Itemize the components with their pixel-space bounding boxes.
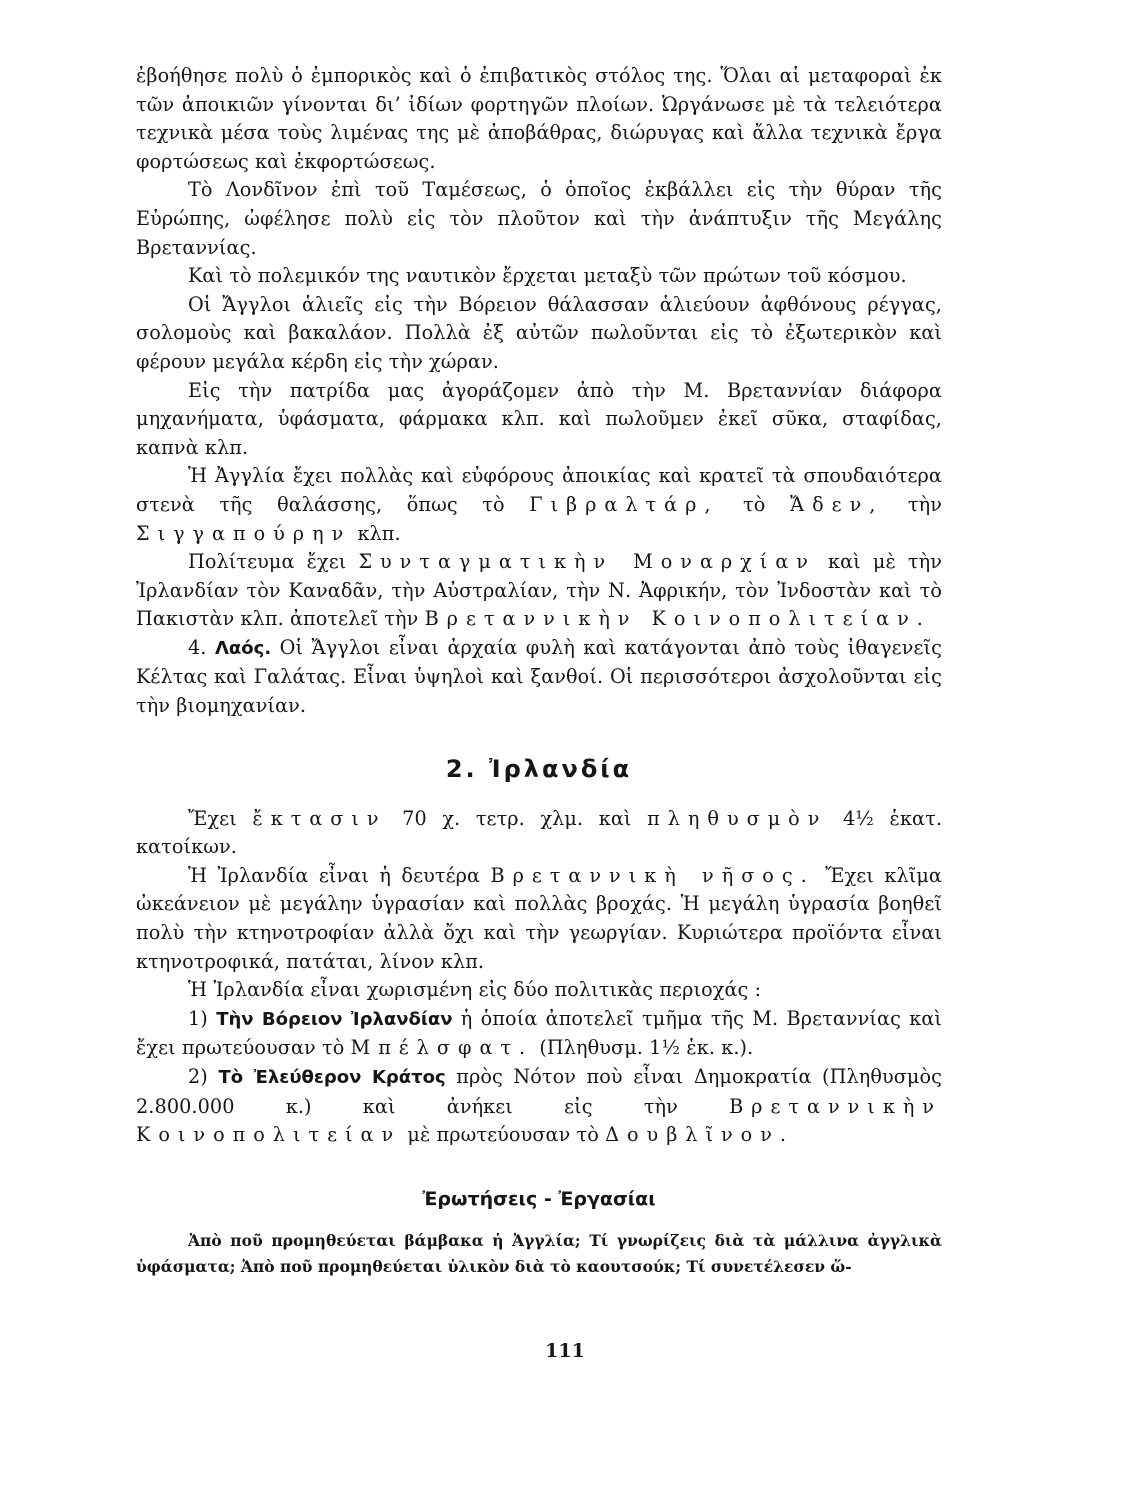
climate-text-b: Ἔχει κλῖμα ὠκεάνειον μὲ μεγάλην ὑγρασίαν καὶ πολλὰς βροχάς. Ἡ μεγάλη ὑγρασία βοηθεῖ πολὺ τὴν κτηνοτροφίαν ἀλλὰ ὄχι καὶ τὴν γεωργίαν. Κυριώτερα προϊόντα εἶναι κτηνοτροφικά, πατάται, λίνον κλπ. bbox=[136, 863, 942, 973]
island-term: Βρεταννικὴ νῆσος. bbox=[490, 863, 815, 887]
paragraph-people bbox=[136, 634, 942, 721]
list-item-free-state bbox=[136, 1063, 942, 1150]
colonies-text-d: κλπ. bbox=[357, 521, 401, 545]
paragraph-ireland-climate bbox=[136, 862, 942, 976]
climate-text-a: Ἡ Ἰρλανδία εἶναι ἡ δευτέρα bbox=[188, 863, 481, 887]
commonwealth-term: Βρεταννικὴν Κοινοπολιτείαν. bbox=[424, 607, 931, 631]
area-text-c: 4½ ἑκατ. κατοίκων. bbox=[136, 806, 943, 859]
list-item-northern-ireland bbox=[136, 1005, 942, 1063]
population-term: πληθυσμὸν bbox=[647, 806, 828, 830]
item2-text-b: μὲ πρωτεύουσαν τὸ bbox=[407, 1123, 599, 1147]
item2-number: 2) bbox=[188, 1065, 208, 1088]
questions-text: Ἀπὸ ποῦ προμηθεύεται βάμβακα ἡ Ἀγγλία; Τί γνωρίζεις διὰ τὰ μάλλινα ἀγγλικὰ ὑφάσματα; Ἀπὸ ποῦ προμηθεύεται ὑλικὸν διὰ τὸ καουτσούκ; Τί συνετέλεσεν ὥ- bbox=[136, 1230, 942, 1276]
page-number: 111 bbox=[545, 1340, 585, 1362]
polity-text-b: καὶ μὲ τὴν Ἰρλανδίαν τὸν Καναδᾶν, τὴν Αὐστραλίαν, τὴν Ν. Ἀφρικήν, τὸν Ἰνδοστὰν καὶ τὸ Πακιστὰν κλπ. ἀποτελεῖ τὴν bbox=[136, 550, 942, 631]
paragraph-colonies bbox=[136, 462, 942, 548]
colonies-text-a: Ἡ Ἀγγλία ἔχει πολλὰς καὶ εὐφόρους ἀποικίας καὶ κρατεῖ τὰ σπουδαιότερα στενὰ τῆς θαλάσσης, ὅπως τὸ bbox=[136, 464, 942, 516]
paragraph-trade: Εἰς τὴν πατρίδα μας ἀγοράζομεν ἀπὸ τὴν Μ. Βρεταννίαν διάφορα μηχανήματα, ὑφάσματα, φάρμακα κλπ. καὶ πωλοῦμεν ἐκεῖ σῦκα, σταφίδας, καπνὰ κλπ. bbox=[136, 378, 942, 459]
people-number: 4. bbox=[188, 635, 207, 659]
item2-text-a: πρὸς Νότον ποὺ εἶναι Δημοκρατία (Πληθυσμὸς 2.800.000 κ.) καὶ ἀνήκει εἰς τὴν bbox=[136, 1065, 942, 1118]
colonies-text-b: τὸ bbox=[743, 492, 766, 516]
paragraph-merchant-fleet: ἐβοήθησε πολὺ ὁ ἐμπορικὸς καὶ ὁ ἐπιβατικὸς στόλος της. Ὅλαι αἱ μεταφοραὶ ἐκ τῶν ἀποικιῶν γίνονται δι’ ἰδίων φορτηγῶν πλοίων. Ὠργάνωσε μὲ τὰ τελειότερα τεχνικὰ μέσα τοὺς λιμένας της μὲ ἀποβάθρας, διώρυγας καὶ ἄλλα τεχνικὰ ἔργα φορτώσεως καὶ ἐκφορτώσεως. bbox=[136, 64, 942, 173]
paragraph-polity bbox=[136, 548, 942, 634]
item1-label: Τὴν Βόρειον Ἰρλανδίαν bbox=[216, 1008, 453, 1030]
gibraltar-name: Γιβραλτάρ, bbox=[529, 492, 719, 516]
singapore-name: Σιγγαπούρην bbox=[136, 521, 352, 545]
section-heading-ireland: 2. Ἰρλανδία bbox=[445, 754, 633, 783]
monarchy-term: Συνταγματικὴν Μοναρχίαν bbox=[358, 550, 816, 574]
people-text: Οἱ Ἄγγλοι εἶναι ἀρχαία φυλὴ καὶ κατάγονται ἀπὸ τοὺς ἰθαγενεῖς Κέλτας καὶ Γαλάτας. Εἶναι ὑψηλοὶ καὶ ξανθοί. Οἱ περισσότεροι ἀσχολοῦνται εἰς τὴν βιομηχανίαν. bbox=[136, 635, 942, 718]
area-text-a: Ἔχει bbox=[188, 806, 237, 830]
paragraph-fishing: Οἱ Ἄγγλοι ἁλιεῖς εἰς τὴν Βόρειον θάλασσαν ἁλιεύουν ἀφθόνους ρέγγας, σολομοὺς καὶ βακαλάον. Πολλὰ ἐξ αὐτῶν πωλοῦνται εἰς τὸ ἐξωτερικὸν καὶ φέρουν μεγάλα κέρδη εἰς τὴν χώραν. bbox=[136, 292, 942, 373]
area-term: ἔκτασιν bbox=[252, 806, 387, 830]
colonies-text-c: τὴν bbox=[907, 492, 942, 516]
area-text-b: 70 χ. τετρ. χλμ. καὶ bbox=[402, 806, 632, 830]
people-label: Λαός. bbox=[214, 637, 272, 659]
questions-heading: Ἐρωτήσεις - Ἐργασίαι bbox=[422, 1187, 656, 1210]
item1-text-b: (Πληθυσμ. 1½ ἑκ. κ.). bbox=[539, 1036, 754, 1060]
aden-name: Ἄδεν, bbox=[790, 492, 884, 516]
item2-label: Τὸ Ἐλεύθερον Κράτος bbox=[218, 1067, 446, 1088]
paragraph-london: Τὸ Λονδῖνον ἐπὶ τοῦ Ταμέσεως, ὁ ὁποῖος ἐκβάλλει εἰς τὴν θύραν τῆς Εὐρώπης, ὠφέλησε πολὺ εἰς τὸν πλοῦτον καὶ τὴν ἀνάπτυξιν τῆς Μεγάλης Βρεταννίας. bbox=[136, 178, 942, 259]
belfast-name: Μπέλσφατ. bbox=[350, 1036, 534, 1060]
item1-text-a: ἡ ὁποία ἀποτελεῖ τμῆμα τῆς Μ. Βρεταννίας καὶ ἔχει πρωτεύουσαν τὸ bbox=[136, 1006, 942, 1060]
paragraph-ireland-divided: Ἡ Ἰρλανδία εἶναι χωρισμένη εἰς δύο πολιτικὰς περιοχάς : bbox=[188, 978, 762, 1002]
item2-commonwealth-term: Βρεταννικὴν Κοινοπολιτείαν bbox=[136, 1094, 942, 1147]
paragraph-ireland-area bbox=[136, 805, 942, 862]
polity-text-a: Πολίτευμα ἔχει bbox=[188, 550, 347, 574]
paragraph-navy: Καὶ τὸ πολεμικόν της ναυτικὸν ἔρχεται μεταξὺ τῶν πρώτων τοῦ κόσμου. bbox=[188, 264, 907, 288]
item1-number: 1) bbox=[188, 1006, 208, 1030]
dublin-name: Δουβλῖνον. bbox=[605, 1123, 794, 1147]
